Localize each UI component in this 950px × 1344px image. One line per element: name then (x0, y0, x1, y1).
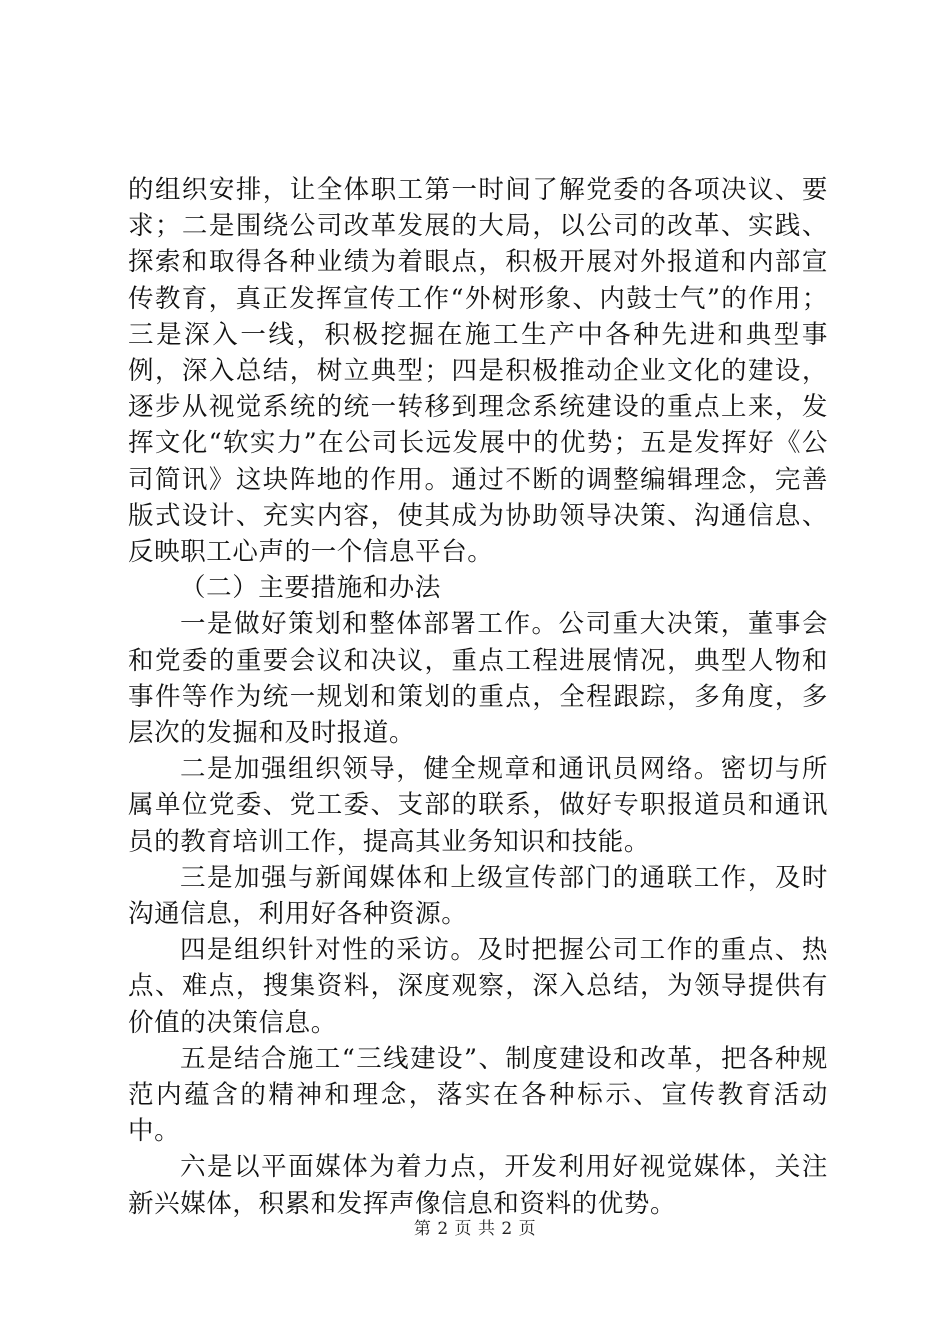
paragraph-measure-6: 六是以平面媒体为着力点，开发利用好视觉媒体，关注新兴媒体，积累和发挥声像信息和资料的优势。 (128, 1152, 828, 1219)
paragraph-measure-4: 四是组织针对性的采访。及时把握公司工作的重点、热点、难点，搜集资料，深度观察，深入总结，为领导提供有价值的决策信息。 (128, 935, 828, 1038)
paragraph-measure-2: 二是加强组织领导，健全规章和通讯员网络。密切与所属单位党委、党工委、支部的联系，做好专职报道员和通讯员的教育培训工作，提高其业务知识和技能。 (128, 754, 828, 857)
paragraph-measure-3: 三是加强与新闻媒体和上级宣传部门的通联工作，及时沟通信息，利用好各种资源。 (128, 862, 828, 930)
page-footer: 第 2 页 共 2 页 (413, 1219, 537, 1239)
section-heading: （二）主要措施和办法 (180, 573, 442, 604)
document-body (128, 172, 828, 1222)
paragraph-measure-1: 一是做好策划和整体部署工作。公司重大决策，董事会和党委的重要会议和决议，重点工程进展情况，典型人物和事件等作为统一规划和策划的重点，全程跟踪，多角度，多层次的发掘和及时报道。 (128, 609, 828, 749)
paragraph-measure-5: 五是结合施工“三线建设”、制度建设和改革，把各种规范内蕴含的精神和理念，落实在各种标示、宣传教育活动中。 (128, 1043, 828, 1147)
paragraph-continued: 的组织安排，让全体职工第一时间了解党委的各项决议、要求；二是围绕公司改革发展的大局，以公司的改革、实践、探索和取得各种业绩为着眼点，积极开展对外报道和内部宣传教育，真正发挥宣传工作“外树形象、内鼓士气”的作用；三是深入一线，积极挖掘在施工生产中各种先进和典型事例，深入总结，树立典型；四是积极推动企业文化的建设，逐步从视觉系统的统一转移到理念系统建设的重点上来，发挥文化“软实力”在公司长远发展中的优势；五是发挥好《公司简讯》这块阵地的作用。通过不断的调整编辑理念，完善版式设计、充实内容，使其成为协助领导决策、沟通信息、反映职工心声的一个信息平台。 (128, 175, 828, 568)
